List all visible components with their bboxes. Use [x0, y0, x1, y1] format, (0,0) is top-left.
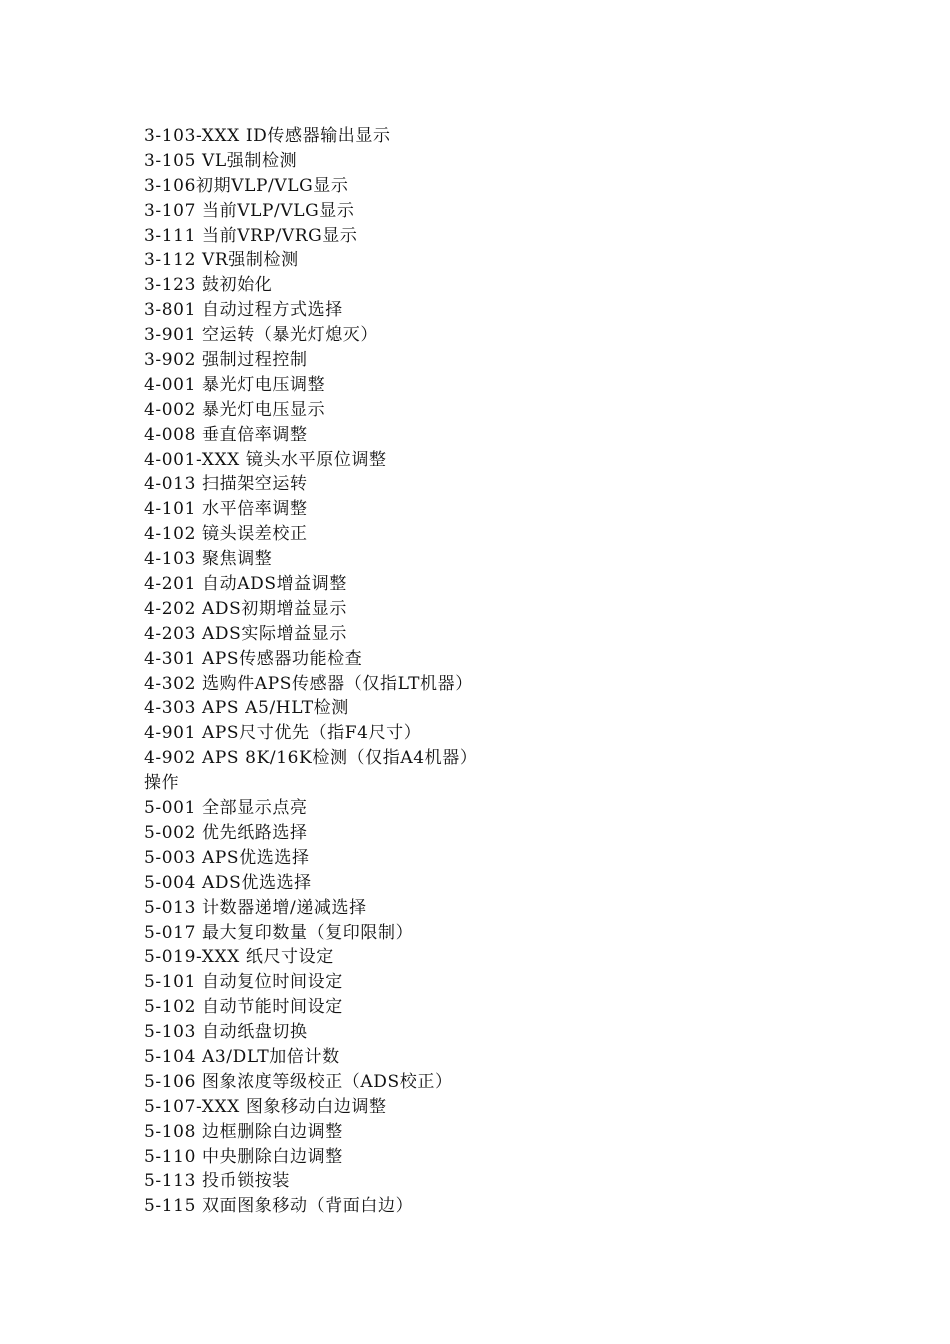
text-line: 5-103 自动纸盘切换	[144, 1022, 308, 1043]
text-line: 5-004 ADS优选选择	[144, 872, 312, 893]
text-line: 4-001-XXX 镜头水平原位调整	[144, 449, 387, 470]
text-line: 5-001 全部显示点亮	[144, 798, 308, 819]
text-line: 3-106初期VLP/VLG显示	[144, 175, 349, 196]
text-line: 3-123 鼓初始化	[144, 275, 273, 296]
text-line: 5-002 优先纸路选择	[144, 822, 308, 843]
text-line: 4-901 APS尺寸优先（指F4尺寸）	[144, 723, 422, 744]
text-line: 5-113 投币锁按装	[144, 1171, 291, 1192]
text-line: 5-104 A3/DLT加倍计数	[144, 1046, 340, 1067]
text-line: 4-002 暴光灯电压显示	[144, 399, 326, 420]
text-line: 3-105 VL强制检测	[144, 150, 298, 171]
text-line: 5-115 双面图象移动（背面白边）	[144, 1196, 414, 1217]
text-line: 3-901 空运转（暴光灯熄灭）	[144, 325, 379, 346]
text-line: 3-902 强制过程控制	[144, 350, 308, 371]
section-heading: 操作	[144, 773, 180, 794]
text-line: 4-201 自动ADS增益调整	[144, 574, 347, 595]
text-line: 4-202 ADS初期增益显示	[144, 598, 347, 619]
text-line: 4-902 APS 8K/16K检测（仅指A4机器）	[144, 748, 478, 769]
text-line: 5-106 图象浓度等级校正（ADS校正）	[144, 1071, 453, 1092]
text-line: 3-103-XXX ID传感器输出显示	[144, 126, 391, 146]
text-line: 5-017 最大复印数量（复印限制）	[144, 922, 414, 943]
document-body	[144, 124, 844, 1219]
text-line: 5-101 自动复位时间设定	[144, 972, 343, 993]
text-line: 4-008 垂直倍率调整	[144, 424, 308, 445]
text-line: 4-303 APS A5/HLT检测	[144, 698, 349, 719]
text-line: 3-801 自动过程方式选择	[144, 300, 343, 321]
text-line: 3-111 当前VRP/VRG显示	[144, 225, 358, 246]
text-line: 3-112 VR强制检测	[144, 250, 299, 271]
text-line: 4-001 暴光灯电压调整	[144, 374, 326, 395]
text-line: 5-019-XXX 纸尺寸设定	[144, 947, 334, 968]
text-line: 5-013 计数器递增/递减选择	[144, 897, 367, 918]
text-line: 4-013 扫描架空运转	[144, 474, 308, 495]
text-line: 4-203 ADS实际增益显示	[144, 623, 347, 644]
text-line: 4-302 选购件APS传感器（仅指LT机器）	[144, 673, 473, 694]
text-line: 4-102 镜头误差校正	[144, 524, 308, 545]
text-line: 5-110 中央删除白边调整	[144, 1146, 343, 1167]
text-line: 4-103 聚焦调整	[144, 549, 273, 570]
text-line: 5-108 边框删除白边调整	[144, 1121, 343, 1142]
text-line: 4-301 APS传感器功能检查	[144, 648, 363, 669]
text-line: 4-101 水平倍率调整	[144, 499, 308, 520]
text-line: 5-107-XXX 图象移动白边调整	[144, 1096, 387, 1117]
text-line: 3-107 当前VLP/VLG显示	[144, 200, 355, 221]
text-line: 5-003 APS优选选择	[144, 847, 310, 868]
text-line: 5-102 自动节能时间设定	[144, 997, 343, 1018]
